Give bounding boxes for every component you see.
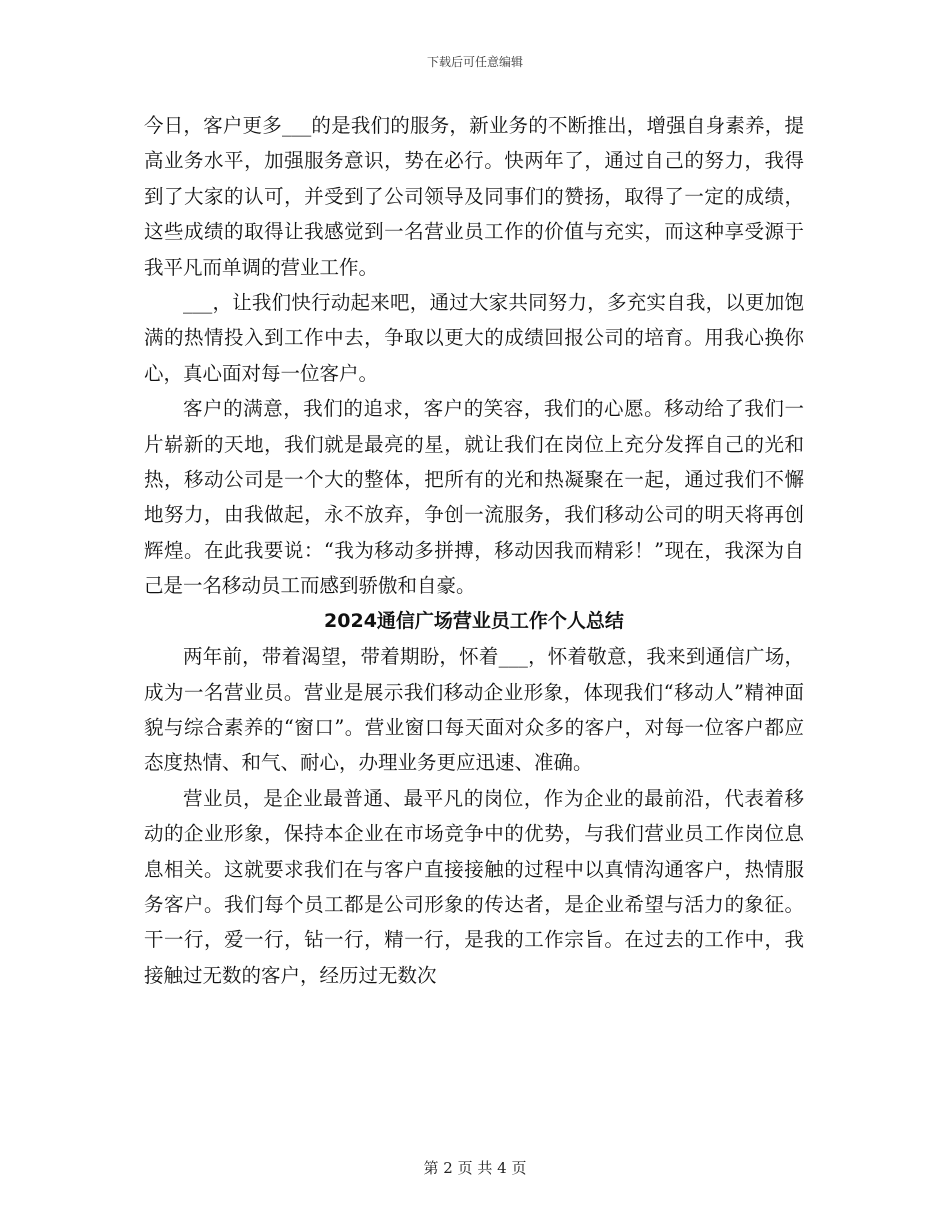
- section-title: 2024通信广场营业员工作个人总结: [324, 609, 624, 632]
- paragraph-2: ___，让我们快行动起来吧，通过大家共同努力，多充实自我，以更加饱满的热情投入到工作中去，争取以更大的成绩回报公司的培育。用我心换你心，真心面对每一位客户。: [144, 291, 804, 385]
- document-body: [144, 108, 804, 993]
- paragraph-1: 今日，客户更多___的是我们的服务，新业务的不断推出，增强自身素养，提高业务水平，加强服务意识，势在必行。快两年了，通过自己的努力，我得到了大家的认可，并受到了公司领导及同事们的赞扬，取得了一定的成绩，这些成绩的取得让我感觉到一名营业员工作的价值与充实，而这种享受源于我平凡而单调的营业工作。: [144, 114, 804, 279]
- page-footer: 第 2 页 共 4 页: [423, 1159, 527, 1177]
- paragraph-5: 营业员，是企业最普通、最平凡的岗位，作为企业的最前沿，代表着移动的企业形象，保持本企业在市场竞争中的优势，与我们营业员工作岗位息息相关。这就要求我们在与客户直接接触的过程中以真情沟通客户，热情服务客户。我们每个员工都是公司形象的传达者，是企业希望与活力的象征。干一行，爱一行，钻一行，精一行，是我的工作宗旨。在过去的工作中，我接触过无数的客户，经历过无数次: [144, 786, 804, 987]
- paragraph-3: 客户的满意，我们的追求，客户的笑容，我们的心愿。移动给了我们一片崭新的天地，我们就是最亮的星，就让我们在岗位上充分发挥自己的光和热，移动公司是一个大的整体，把所有的光和热凝聚在一起，通过我们不懈地努力，由我做起，永不放弃，争创一流服务，我们移动公司的明天将再创辉煌。在此我要说：“我为移动多拼搏，移动因我而精彩！”现在，我深为自己是一名移动员工而感到骄傲和自豪。: [144, 397, 804, 598]
- paragraph-4: 两年前，带着渴望，带着期盼，怀着___，怀着敬意，我来到通信广场，成为一名营业员。营业是展示我们移动企业形象，体现我们“移动人”精神面貌与综合素养的“窗口”。营业窗口每天面对众多的客户，对每一位客户都应态度热情、和气、耐心，办理业务更应迅速、准确。: [144, 645, 804, 775]
- page-header: 下载后可任意编辑: [426, 55, 523, 69]
